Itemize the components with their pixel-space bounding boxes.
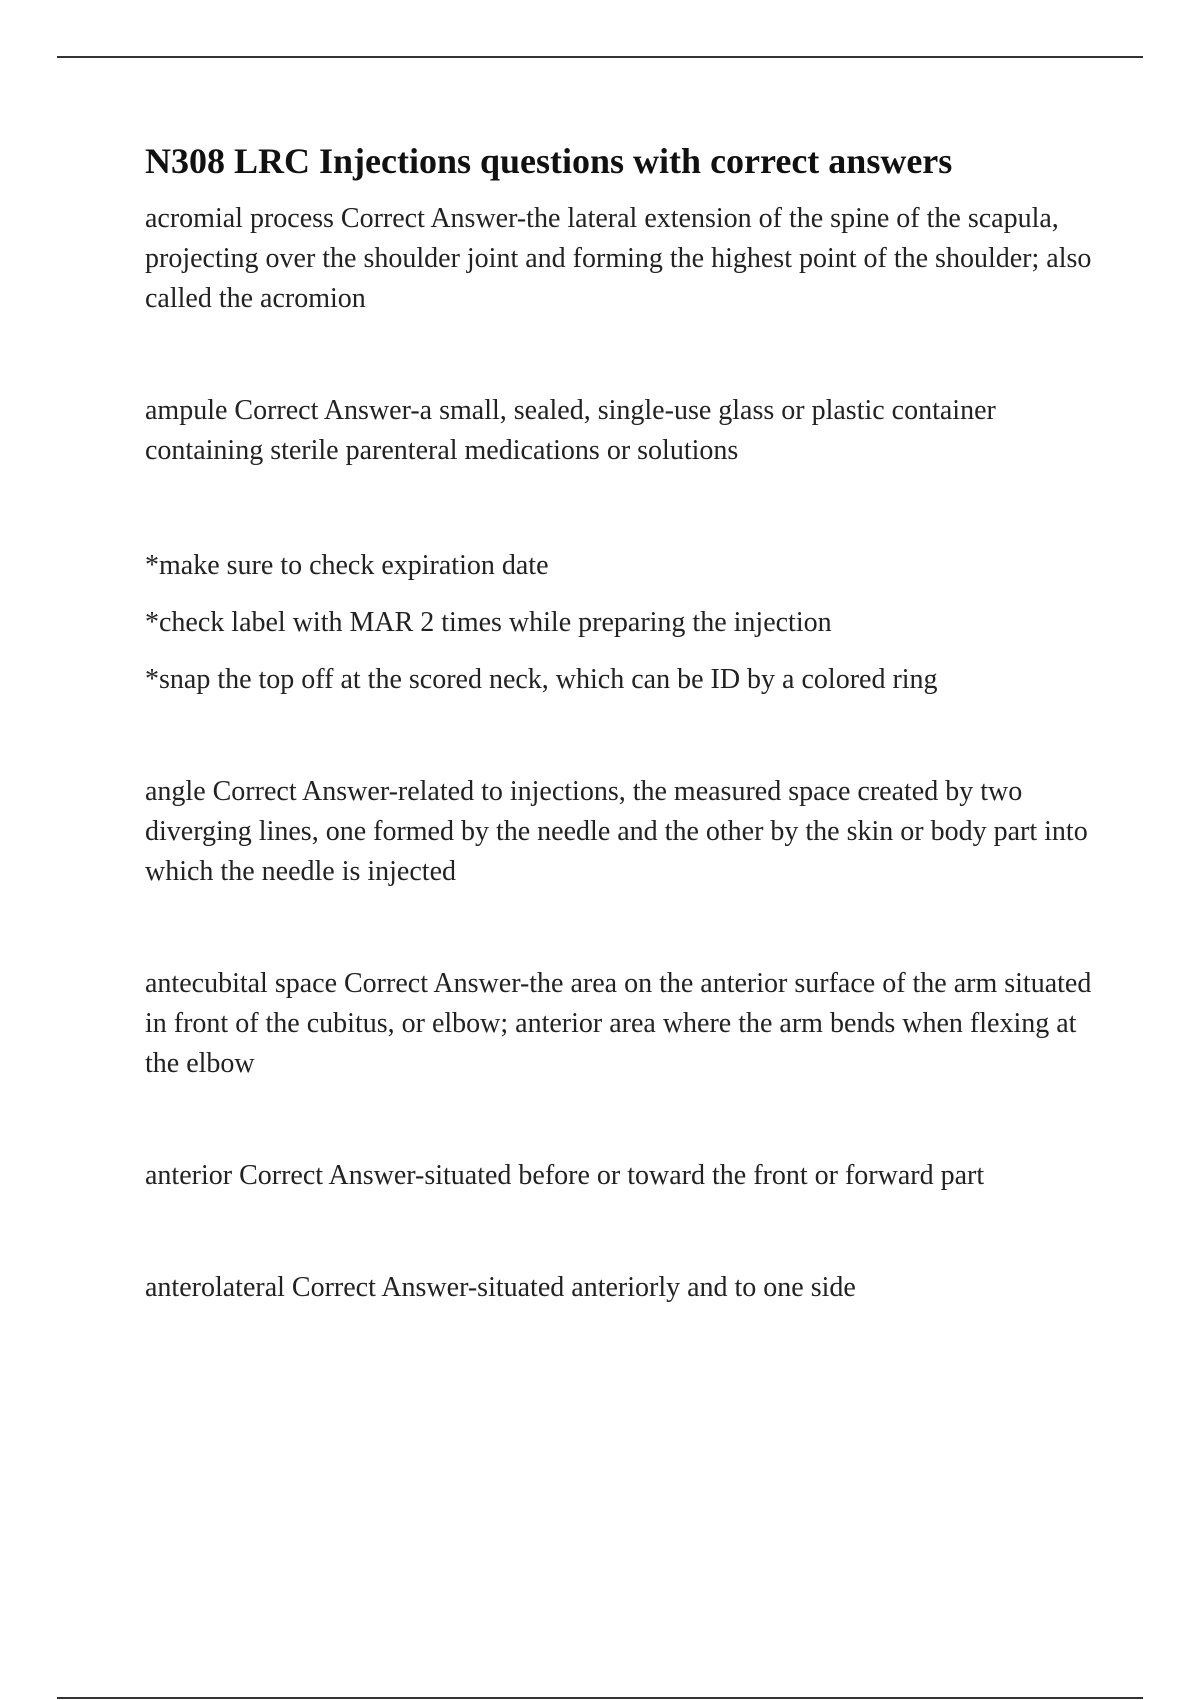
entry-anterior: anterior Correct Answer-situated before or toward the front or forward part bbox=[145, 1160, 985, 1192]
entry-acromial-process: acromial process Correct Answer-the lateral extension of the spine of the scapula, projecting over the shoulder joint and forming the highest point of the shoulder; also called the acromion bbox=[145, 203, 1092, 315]
document-title: N308 LRC Injections questions with correct answers bbox=[145, 141, 953, 181]
entry-angle: angle Correct Answer-related to injections, the measured space created by two diverging lines, one formed by the needle and the other by the skin or body part into which the needle is injected bbox=[145, 776, 1088, 888]
top-divider bbox=[57, 56, 1143, 58]
ampule-notes bbox=[145, 546, 1100, 700]
entry-anterolateral: anterolateral Correct Answer-situated anteriorly and to one side bbox=[145, 1272, 856, 1304]
note-snap-top: *snap the top off at the scored neck, which can be ID by a colored ring bbox=[145, 664, 938, 696]
entry-antecubital-space: antecubital space Correct Answer-the area on the anterior surface of the arm situated in front of the cubitus, or elbow; anterior area where the arm bends when flexing at the elbow bbox=[145, 968, 1092, 1080]
note-check-label: *check label with MAR 2 times while preparing the injection bbox=[145, 607, 832, 639]
entry-ampule: ampule Correct Answer-a small, sealed, single-use glass or plastic container containing sterile parenteral medications or solutions bbox=[145, 395, 996, 467]
note-expiration: *make sure to check expiration date bbox=[145, 550, 549, 582]
document-body bbox=[145, 140, 1100, 1308]
bottom-divider bbox=[57, 1697, 1143, 1699]
